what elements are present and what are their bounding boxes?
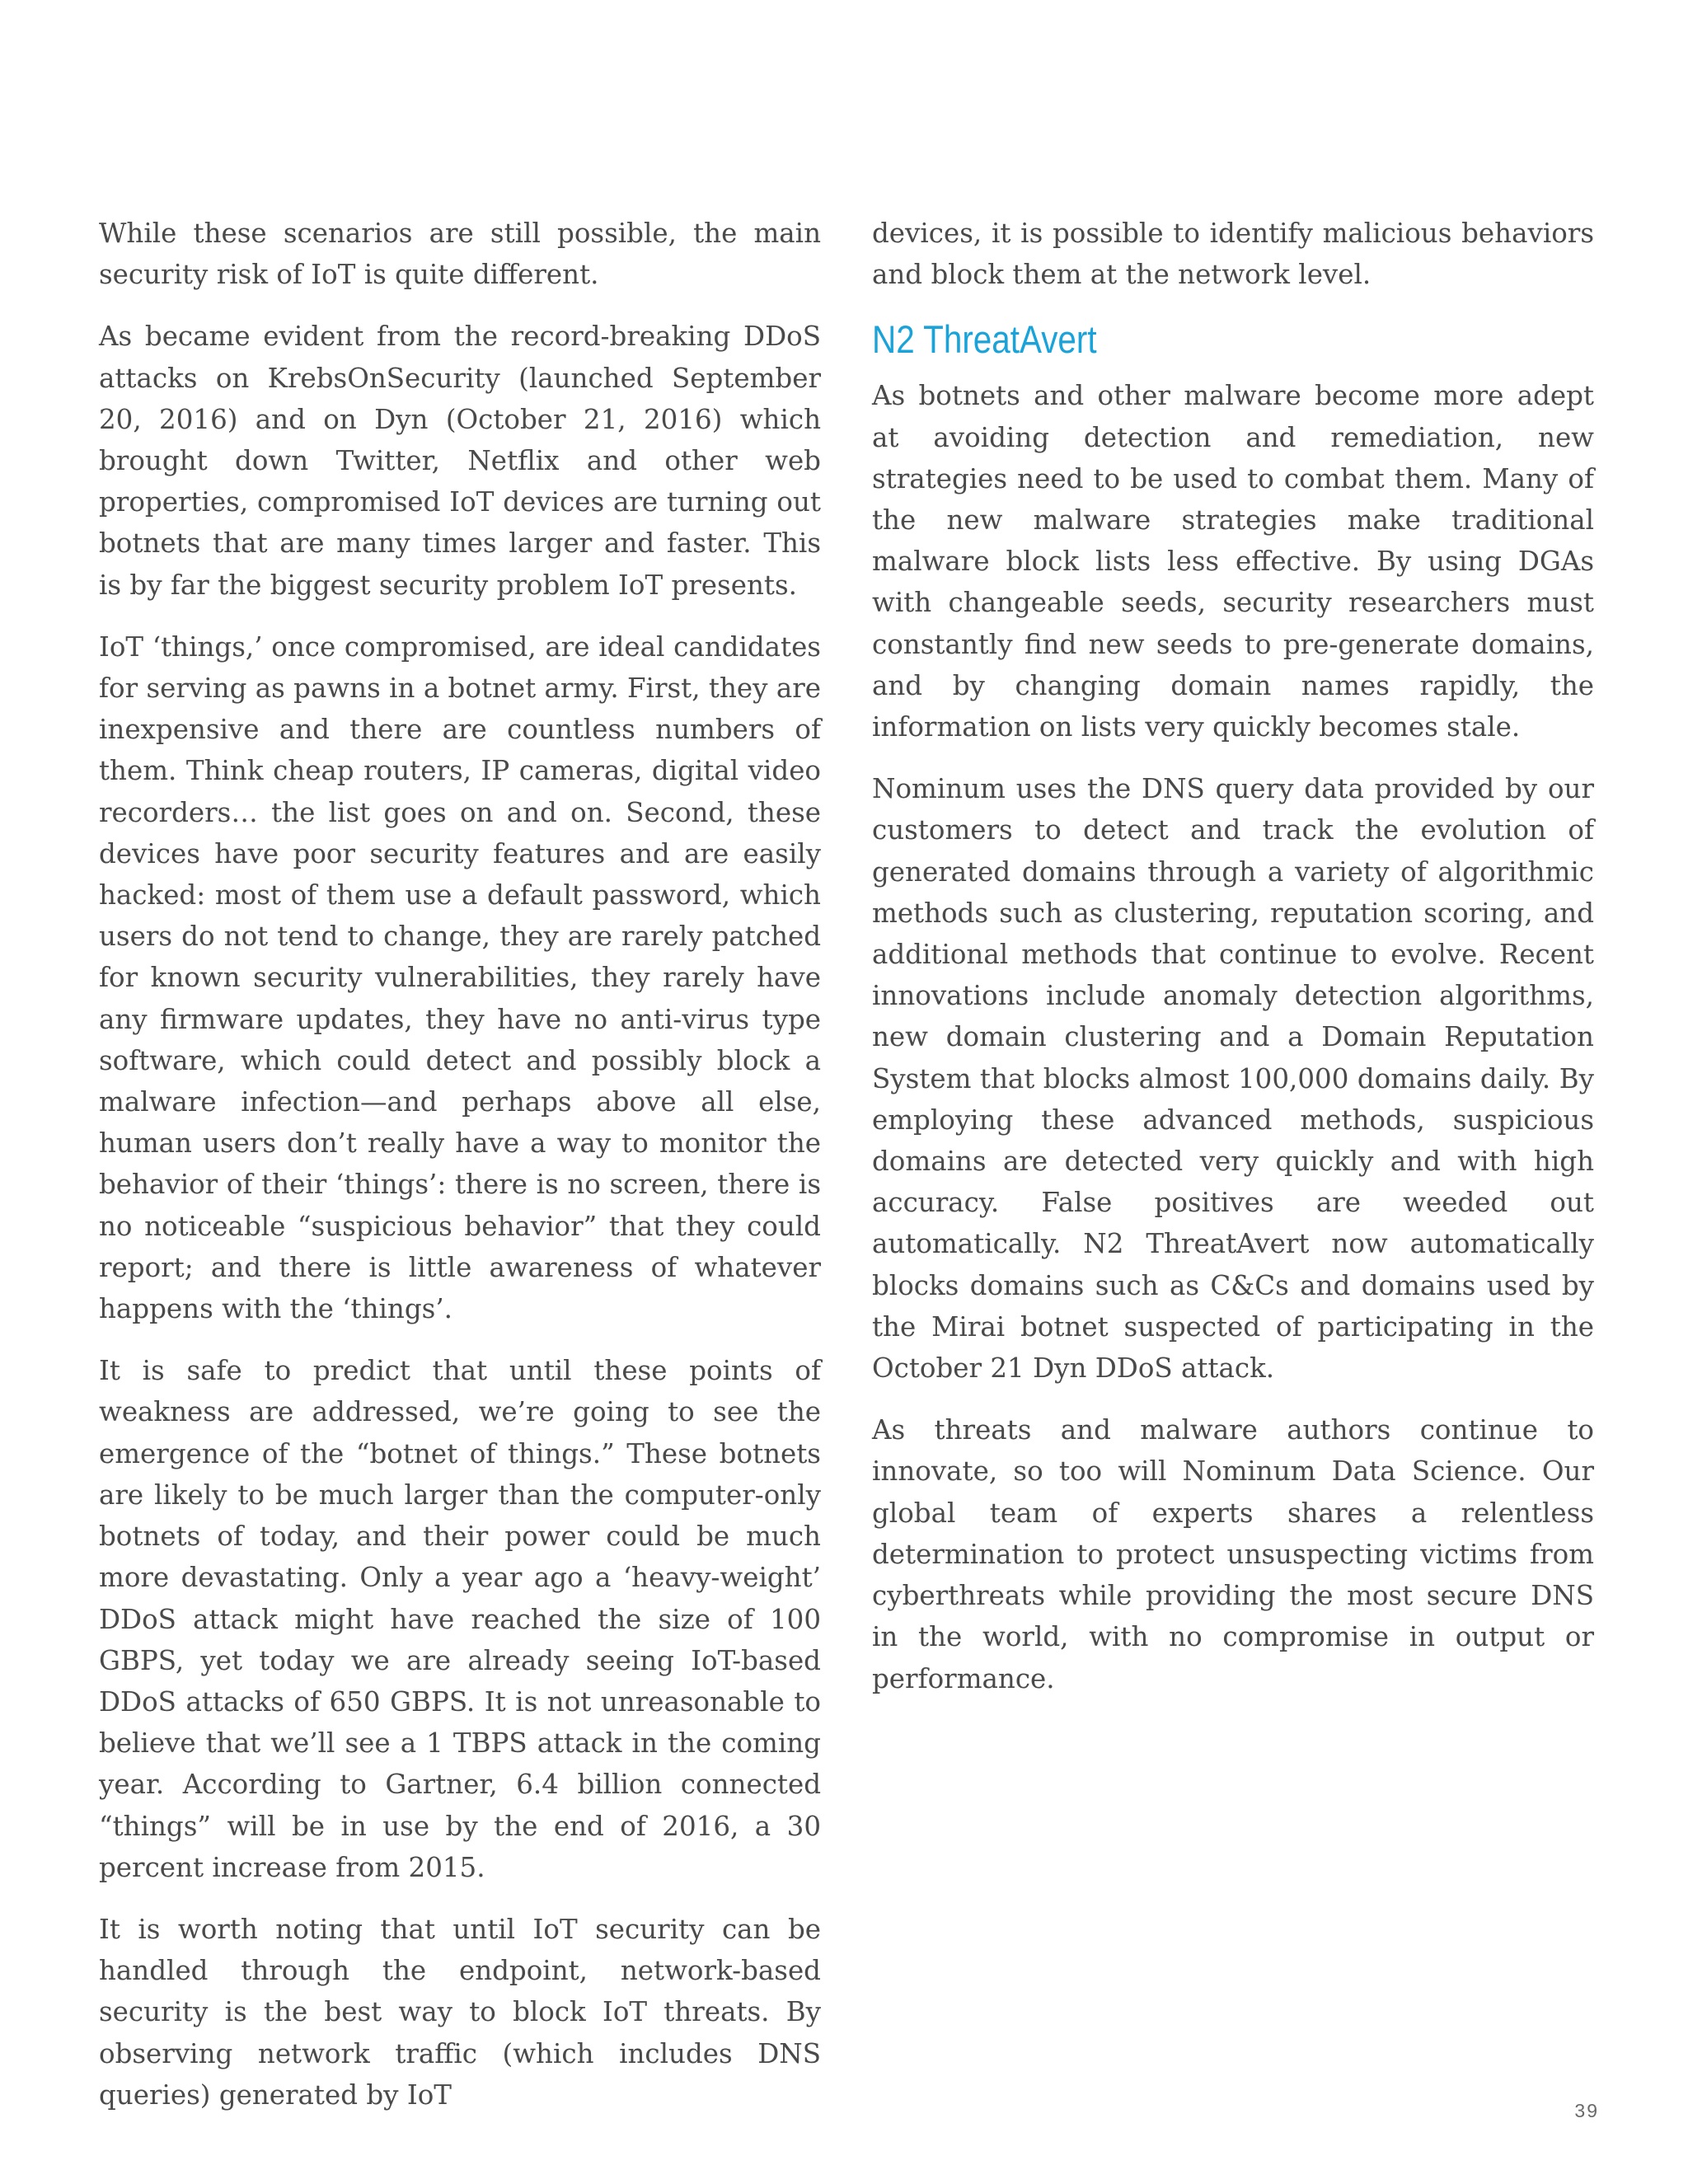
body-paragraph: While these scenarios are still possible, the main security risk of IoT is quite different. [99, 218, 821, 291]
right-column [872, 213, 1594, 1720]
body-paragraph: Nominum uses the DNS query data provided by our customers to detect and track the evolution of generated domains through a variety of algorithmic methods such as clustering, reputation scoring, and additional methods that continue to evolve. Recent innovations include anomaly detection algorithms, new domain clustering and a Domain Reputation System that blocks almost 100,000 domains daily. By employing these advanced methods, suspicious domains are detected very quickly and with high accuracy. False positives are weeded out automatically. N2 ThreatAvert now automatically blocks domains such as C&Cs and domains used by the Mirai botnet suspected of participating in the October 21 Dyn DDoS attack. [872, 773, 1594, 1385]
page-number: 39 [1574, 2100, 1599, 2121]
body-paragraph: It is safe to predict that until these points of weakness are addressed, we’re going to see the emergence of the “botnet of things.” These botnets are likely to be much larger than the computer-only botnets of today, and their power could be much more devastating. Only a year ago a ‘heavy-weight’ DDoS attack might have reached the size of 100 GBPS, yet today we are already seeing IoT-based DDoS attacks of 650 GBPS. It is not unreasonable to believe that we’ll see a 1 TBPS attack in the coming year. According to Gartner, 6.4 billion connected “things” will be in use by the end of 2016, a 30 percent increase from 2015. [99, 1355, 821, 1883]
body-paragraph: IoT ‘things,’ once compromised, are ideal candidates for serving as pawns in a botnet army. First, they are inexpensive and there are countless numbers of them. Think cheap routers, IP cameras, digital video recorders… the list goes on and on. Second, these devices have poor security features and are easily hacked: most of them use a default password, which users do not tend to change, they are rarely patched for known security vulnerabilities, they rarely have any firmware updates, they have no anti-virus type software, which could detect and possibly block a malware infection—and perhaps above all else, human users don’t really have a way to monitor the behavior of their ‘things’: there is no screen, there is no noticeable “suspicious behavior” that they could report; and there is little awareness of whatever happens with the ‘things’. [99, 630, 821, 1325]
body-paragraph: As became evident from the record-breaking DDoS attacks on KrebsOnSecurity (launched September 20, 2016) and on Dyn (October 21, 2016) which brought down Twitter, Netflix and other web properties, compromised IoT devices are turning out botnets that are many times larger and faster. This is by far the biggest security problem IoT presents. [99, 321, 821, 601]
section-heading: N2 ThreatAvert [872, 317, 1097, 362]
continued-paragraph: devices, it is possible to identify malicious behaviors and block them at the network level. [872, 218, 1594, 291]
body-paragraph: As botnets and other malware become more adept at avoiding detection and remediation, new strategies need to be used to combat them. Many of the new malware strategies make traditional malware block lists less effective. By using DGAs with changeable seeds, security researchers must constantly find new seeds to pre-generate domains, and by changing domain names rapidly, the information on lists very quickly becomes stale. [872, 380, 1594, 743]
body-paragraph: As threats and malware authors continue to innovate, so too will Nominum Data Science. Our global team of experts shares a relentless determination to protect unsuspecting victims from cyberthreats while providing the most secure DNS in the world, with no compromise in output or performance. [872, 1414, 1594, 1694]
left-column [99, 213, 821, 2136]
body-paragraph: It is worth noting that until IoT security can be handled through the endpoint, network-based security is the best way to block IoT threats. By observing network traffic (which includes DNS queries) generated by IoT [99, 1913, 821, 2111]
